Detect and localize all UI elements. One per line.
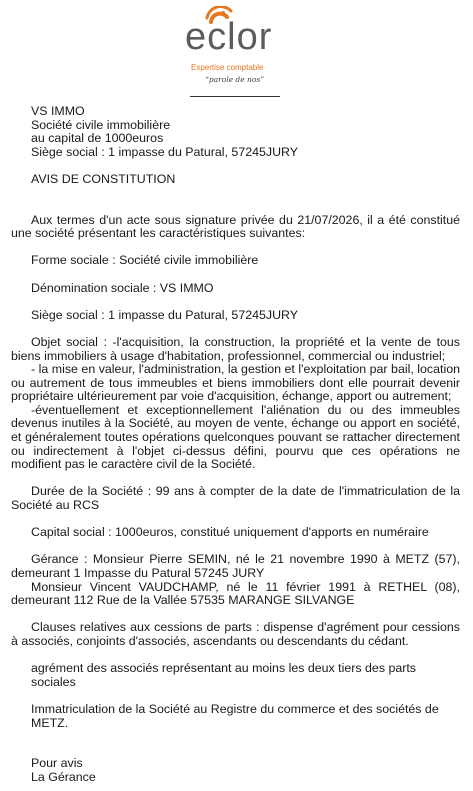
immatriculation: Immatriculation de la Société au Registre du commerce et des sociétés de METZ. [31,701,439,730]
eclor-logo [183,6,299,90]
capital-social: Capital social : 1000euros, constitué uniquement d'apports en numéraire [31,525,429,540]
objet-social-3: -éventuellement et exceptionnellement l'aliénation du ou des immeubles devenus inutiles à la Société, au moyen de vente, échange ou apport en société, et généralement toutes opérations quelconques pouvant se rattacher directement ou indirectement à l'objet ci-dessus défini, pourvu que ces opérations ne modifient pas le caractère civil de la Société. [11,402,460,472]
signature: La Gérance [31,769,96,784]
intro-paragraph: Aux termes d'un acte sous signature privée du 21/07/2026, il a été constitué une société présentant les caractéristiques suivantes: [11,212,460,241]
company-seat: Siège social : 1 impasse du Patural, 57245JURY [31,144,299,159]
company-capital: au capital de 1000euros [31,131,164,146]
logo-subtitle: Expertise comptable [191,63,264,72]
objet-social-1: Objet social : -l'acquisition, la construction, la propriété et la vente de tous biens immobiliers à usage d'habitation, professionnel, commercial ou industriel; [11,334,460,363]
notice-title: AVIS DE CONSTITUTION [31,171,176,186]
forme-sociale: Forme sociale : Société civile immobilière [31,253,259,268]
company-form: Société civile immobilière [31,117,171,132]
company-name: VS IMMO [31,104,85,118]
logo-wordmark: eclor [185,16,273,58]
objet-social-2: - la mise en valeur, l'administration, la gestion et l'exploitation par bail, location ou autrement de tous immeubles et biens immobiliers dont elle pourrait devenir propriétaire ultérieurement par voie d'acquisition, échange, apport ou autrement; [11,362,460,404]
header-divider [190,96,280,97]
clauses-cessions: Clauses relatives aux cessions de parts : dispense d'agrément pour cessions à associés, conjoints d'associés, ascendants ou descendants du cédant. [11,620,460,648]
duree-societe: Durée de la Société : 99 ans à compter de la date de l'immatriculation de la Société au RCS [11,484,460,513]
legal-notice [11,105,460,784]
denomination-sociale: Dénomination sociale : VS IMMO [31,280,214,295]
siege-social: Siège social : 1 impasse du Patural, 57245JURY [31,307,299,322]
gerance-2: Monsieur Vincent VAUDCHAMP, né le 11 février 1991 à RETHEL (08), demeurant 112 Rue de la Vallée 57535 MARANGE SILVANGE [11,579,460,608]
logo-slogan: “parole de nos” [205,75,265,84]
pour-avis: Pour avis [31,756,83,771]
gerance-1: Gérance : Monsieur Pierre SEMIN, né le 21 novembre 1990 à METZ (57), demeurant 1 Impasse du Patural 57245 JURY [11,552,460,580]
agrement-associes: agrément des associés représentant au moins les deux tiers des parts sociales [31,661,416,689]
